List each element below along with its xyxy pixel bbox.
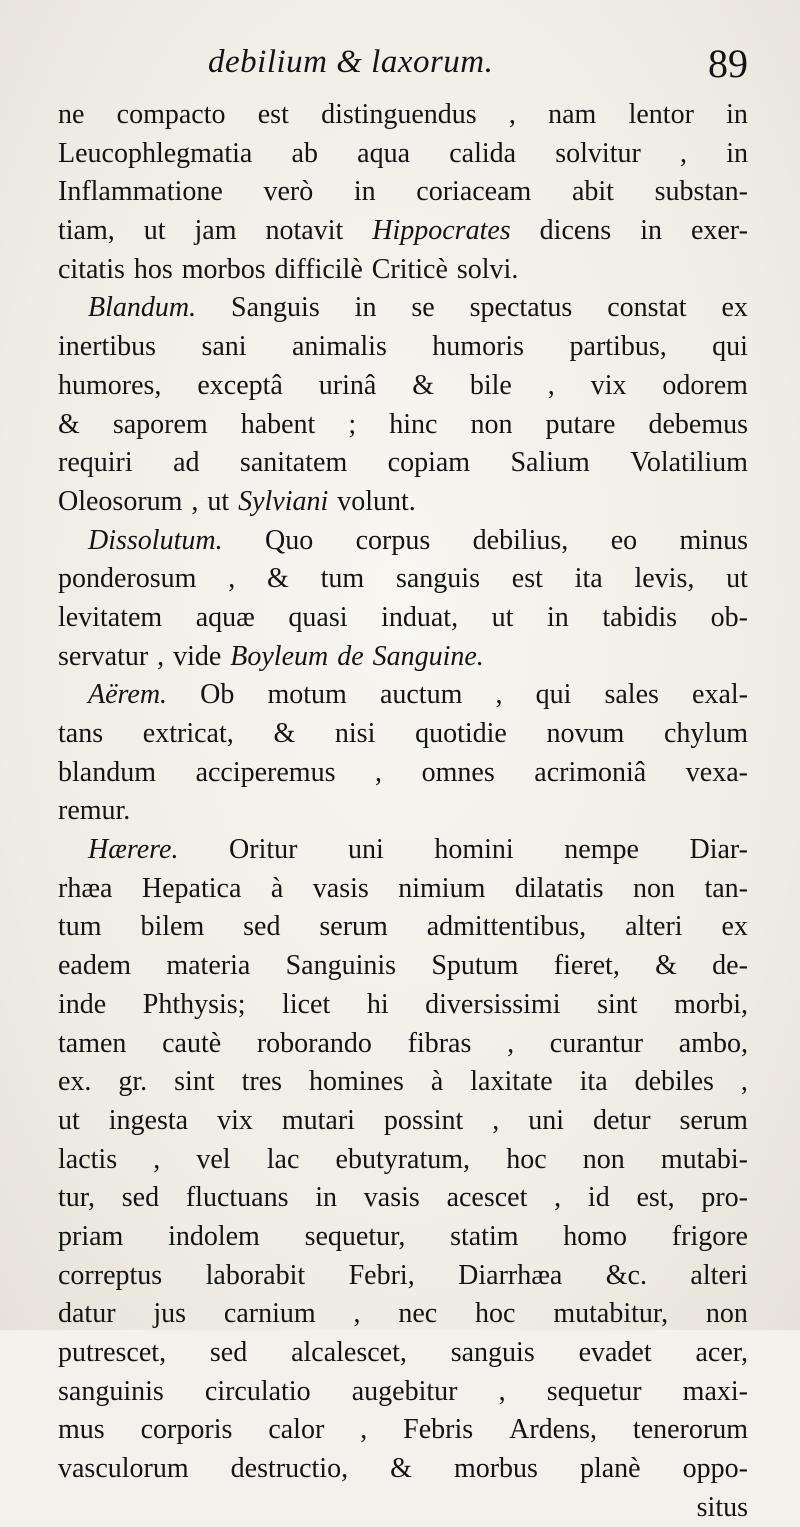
body-text: [58, 96, 748, 1527]
word: chylum: [663, 718, 748, 749]
word: ob-: [710, 601, 748, 633]
word: jam: [194, 215, 237, 247]
word: ,: [495, 679, 503, 711]
text-line: [58, 173, 748, 212]
word: ut: [58, 1104, 80, 1136]
word: curantur: [549, 1027, 644, 1059]
word: &c.: [605, 1259, 647, 1291]
text-line: [58, 96, 748, 135]
word: Sanguine.: [372, 640, 484, 672]
word: lac: [266, 1143, 300, 1175]
word: sani: [201, 331, 247, 363]
word: Ardens,: [509, 1414, 597, 1446]
word: hi: [366, 988, 389, 1020]
word: in: [640, 215, 662, 247]
word: tabidis: [602, 601, 678, 633]
word: morbi,: [674, 988, 748, 1020]
word: sint: [174, 1066, 215, 1098]
word: tiam,: [58, 215, 115, 247]
word: ex: [721, 292, 748, 324]
word: sed: [209, 1337, 248, 1368]
word: datur: [58, 1298, 116, 1330]
word: ,: [375, 756, 383, 788]
word: sanguinis: [58, 1375, 164, 1407]
word: diversissimi: [425, 988, 561, 1020]
word: tenerorum: [632, 1414, 748, 1446]
text-line: [58, 1025, 748, 1064]
word: Aërem.: [88, 679, 168, 711]
word: abit: [571, 176, 614, 208]
word: Diar-: [689, 834, 748, 866]
word: ;: [348, 408, 357, 440]
word: induat,: [381, 601, 459, 633]
word: compacto: [116, 99, 226, 130]
text-line: [58, 1450, 748, 1489]
text-line: [58, 715, 748, 754]
text-line: [58, 676, 748, 715]
word: morbus: [453, 1453, 538, 1485]
word: acciperemus: [195, 756, 336, 788]
word: in: [353, 176, 376, 208]
word: debilius,: [472, 524, 569, 556]
word: rhæa: [58, 872, 113, 904]
word: &: [655, 950, 677, 982]
word: vexa-: [685, 756, 748, 788]
word: levis,: [634, 563, 695, 595]
word: acer,: [695, 1337, 748, 1368]
word: priam: [58, 1220, 124, 1252]
word: alteri: [690, 1259, 748, 1291]
word: mutari: [281, 1104, 355, 1136]
word: sanitatem: [239, 447, 348, 479]
word: Volatilium: [630, 447, 748, 479]
word: in: [547, 601, 569, 633]
word: ne: [58, 99, 85, 130]
word: habent: [240, 408, 316, 440]
word: Sputum: [431, 950, 519, 982]
catchword-text: situs: [696, 1491, 748, 1523]
text-line: [58, 1334, 748, 1373]
word: calida: [449, 137, 517, 169]
word: minus: [679, 524, 748, 556]
word: acrimoniâ: [534, 756, 647, 788]
word: urinâ: [318, 369, 377, 401]
text-line: [58, 135, 748, 174]
word: oppo-: [682, 1453, 748, 1485]
word: ita: [574, 563, 603, 595]
word: ,: [507, 1027, 515, 1059]
word: licet: [282, 988, 331, 1020]
word: requiri: [58, 447, 133, 479]
word: est: [511, 563, 543, 595]
running-head: debilium & laxorum.: [208, 44, 494, 80]
word: distinguendus: [321, 99, 477, 130]
word: sequetur,: [304, 1220, 406, 1252]
text-line: [58, 212, 748, 251]
word: humoris: [432, 331, 525, 363]
word: non: [470, 408, 513, 440]
word: Inflammatione: [58, 176, 223, 208]
word: saporem: [112, 408, 208, 440]
text-line: [58, 1141, 748, 1180]
word: calor: [268, 1414, 325, 1446]
word: remur.: [58, 795, 131, 827]
page-header: [58, 40, 748, 90]
word: odorem: [662, 369, 748, 401]
word: non: [582, 1143, 625, 1175]
word: morbos: [181, 253, 266, 285]
word: nec: [398, 1298, 438, 1330]
text-line: [58, 560, 748, 599]
catchword: [58, 1489, 748, 1527]
word: Ob: [200, 679, 235, 711]
text-line: [58, 1295, 748, 1334]
word: hos: [133, 253, 173, 285]
word: ut: [143, 215, 166, 247]
word: aqua: [357, 137, 411, 169]
word: statim: [450, 1220, 519, 1252]
word: spectatus: [469, 292, 573, 324]
text-line: [58, 1218, 748, 1257]
text-line: [58, 367, 748, 406]
word: est: [257, 99, 289, 130]
word: tum: [320, 563, 365, 595]
word: quasi: [288, 601, 348, 633]
word: nisi: [334, 718, 376, 749]
word: tan-: [704, 872, 748, 904]
word: tres: [241, 1066, 283, 1098]
word: Febri,: [348, 1259, 415, 1291]
word: debemus: [648, 408, 748, 440]
word: fieret,: [553, 950, 620, 982]
word: aquæ: [195, 601, 255, 633]
word: non: [632, 872, 675, 904]
word: ,: [191, 485, 199, 517]
word: jus: [153, 1298, 187, 1330]
word: copiam: [387, 447, 471, 479]
word: destructio,: [230, 1453, 349, 1485]
word: humores,: [58, 369, 162, 401]
word: Hepatica: [141, 872, 242, 904]
word: uni: [348, 834, 384, 866]
word: Blandum.: [88, 292, 197, 324]
word: planè: [579, 1453, 641, 1485]
word: homines: [309, 1066, 404, 1098]
word: vix: [217, 1104, 253, 1136]
word: indolem: [168, 1220, 260, 1252]
text-line: [58, 638, 748, 677]
word: homini: [434, 834, 514, 866]
word: mus: [58, 1414, 105, 1446]
word: Oleosorum: [58, 485, 183, 517]
word: mutabi-: [660, 1143, 748, 1175]
word: ebutyratum,: [335, 1143, 471, 1175]
word: de: [337, 640, 364, 672]
word: ab: [291, 137, 318, 169]
word: &: [267, 563, 289, 595]
word: Diarrhæa: [458, 1259, 563, 1291]
word: augebitur: [351, 1375, 458, 1407]
word: nempe: [564, 834, 639, 866]
word: sanguis: [450, 1337, 535, 1368]
word: extricat,: [142, 718, 234, 749]
word: qui: [535, 679, 572, 711]
word: qui: [712, 331, 748, 363]
word: est,: [636, 1182, 675, 1214]
text-line: [58, 1063, 748, 1102]
word: in: [315, 1182, 338, 1214]
word: in: [354, 292, 377, 324]
word: animalis: [291, 331, 387, 363]
word: eo: [610, 524, 638, 556]
word: vix: [590, 369, 627, 401]
word: sint: [597, 988, 638, 1020]
word: fluctuans: [185, 1182, 289, 1214]
word: sanguis: [395, 563, 480, 595]
word: verò: [263, 176, 314, 208]
word: quotidie: [415, 718, 507, 749]
word: detur: [593, 1104, 651, 1136]
word: Sanguis: [231, 292, 320, 324]
word: Sylviani: [238, 485, 329, 517]
word: &: [273, 718, 296, 749]
word: Febris: [403, 1414, 474, 1446]
word: tur,: [58, 1182, 95, 1214]
word: bile: [469, 369, 512, 401]
word: sequetur: [546, 1375, 642, 1407]
word: omnes: [421, 756, 495, 788]
word: inertibus: [58, 331, 156, 363]
text-line: [58, 1257, 748, 1296]
word: fibras: [407, 1027, 472, 1059]
word: laborabit: [205, 1259, 306, 1291]
word: admittentibus,: [426, 911, 587, 943]
word: de-: [712, 950, 748, 982]
word: vel: [196, 1143, 231, 1175]
word: levitatem: [58, 601, 163, 633]
word: corpus: [355, 524, 431, 556]
word: Hærere.: [88, 834, 179, 866]
text-line: [58, 870, 748, 909]
word: materia: [166, 950, 251, 982]
word: ,: [353, 1298, 361, 1330]
word: laxitate: [470, 1066, 553, 1098]
word: se: [411, 292, 435, 324]
word: coriaceam: [416, 176, 532, 208]
text-line: [58, 1102, 748, 1141]
text-line: [58, 289, 748, 328]
text-line: [58, 792, 748, 831]
word: ex: [721, 911, 748, 943]
word: ,: [228, 563, 236, 595]
word: ut: [491, 601, 514, 633]
word: debiles: [634, 1066, 714, 1098]
word: solvi.: [456, 253, 519, 285]
word: sed: [121, 1182, 160, 1214]
word: dicens: [539, 215, 612, 247]
word: serum: [319, 911, 388, 943]
word: vasculorum: [58, 1453, 189, 1485]
word: lactis: [58, 1143, 118, 1175]
word: in: [726, 99, 748, 130]
word: blandum: [58, 756, 156, 788]
word: ,: [554, 1182, 562, 1214]
text-line: [58, 947, 748, 986]
word: vasis: [312, 872, 369, 904]
word: Oritur: [229, 834, 298, 866]
word: serum: [679, 1104, 748, 1136]
text-line: [58, 1411, 748, 1450]
word: substan-: [654, 176, 748, 208]
word: homo: [563, 1220, 628, 1252]
word: &: [390, 1453, 412, 1485]
word: ,: [492, 1104, 500, 1136]
word: solvitur: [555, 137, 641, 169]
word: corporis: [140, 1414, 233, 1446]
word: maxi-: [682, 1375, 748, 1407]
word: ,: [360, 1414, 368, 1446]
word: ambo,: [678, 1027, 748, 1059]
word: putare: [545, 408, 616, 440]
word: evadet: [578, 1337, 652, 1368]
word: Phthysis;: [142, 988, 246, 1020]
word: hinc: [389, 408, 438, 440]
word: Dissolutum.: [88, 524, 223, 556]
word: correptus: [58, 1259, 163, 1291]
word: vasis: [363, 1182, 420, 1214]
text-line: [58, 1373, 748, 1412]
word: Boyleum: [230, 640, 329, 672]
word: sales: [604, 679, 659, 711]
word: hoc: [506, 1143, 547, 1175]
word: ,: [153, 1143, 161, 1175]
word: acescet: [446, 1182, 528, 1214]
word: Salium: [510, 447, 590, 479]
word: pro-: [701, 1182, 748, 1214]
word: citatis: [58, 253, 125, 285]
word: servatur: [58, 640, 149, 672]
word: ex.: [58, 1066, 92, 1098]
word: auctum: [379, 679, 463, 711]
word: &: [412, 369, 434, 401]
word: eadem: [58, 950, 132, 982]
word: Quo: [264, 524, 314, 556]
word: novum: [546, 718, 625, 749]
word: hoc: [475, 1298, 516, 1330]
word: ,: [740, 1066, 748, 1098]
word: ,: [547, 369, 555, 401]
text-line: [58, 328, 748, 367]
word: tum: [58, 911, 102, 943]
text-line: [58, 754, 748, 793]
word: nam: [548, 99, 597, 130]
word: constat: [607, 292, 687, 324]
word: lentor: [628, 99, 694, 130]
text-line: [58, 908, 748, 947]
word: difficilè: [274, 253, 363, 285]
word: nimium: [398, 872, 486, 904]
word: ingesta: [108, 1104, 189, 1136]
word: à: [430, 1066, 444, 1098]
word: ut: [207, 485, 230, 517]
text-line: [58, 406, 748, 445]
text-line: [58, 444, 748, 483]
word: exal-: [692, 679, 748, 711]
text-line: [58, 599, 748, 638]
page-number: 89: [708, 41, 748, 86]
word: partibus,: [569, 331, 667, 363]
word: mutabitur,: [553, 1298, 669, 1330]
word: Leucophlegmatia: [58, 137, 253, 169]
word: motum: [267, 679, 347, 711]
word: carnium: [223, 1298, 316, 1330]
word: tamen: [58, 1027, 127, 1059]
word: sed: [243, 911, 281, 943]
word: roborando: [256, 1027, 372, 1059]
word: alteri: [625, 911, 683, 943]
word: ad: [173, 447, 200, 479]
word: uni: [528, 1104, 565, 1136]
text-line: [58, 251, 748, 290]
word: in: [726, 137, 748, 169]
word: Sanguinis: [285, 950, 397, 982]
word: dilatatis: [514, 872, 604, 904]
text-line: [58, 483, 748, 522]
text-line: [58, 1179, 748, 1218]
word: circulatio: [204, 1375, 311, 1407]
word: putrescet,: [58, 1337, 167, 1368]
text-line: [58, 522, 748, 561]
word: ut: [726, 563, 748, 595]
word: bilem: [140, 911, 205, 943]
word: vide: [173, 640, 222, 672]
word: alcalescet,: [291, 1337, 407, 1368]
word: frigore: [671, 1220, 748, 1252]
word: volunt.: [337, 485, 416, 517]
word: possint: [383, 1104, 464, 1136]
word: notavit: [265, 215, 344, 247]
word: à: [270, 872, 284, 904]
word: tans: [58, 718, 104, 749]
word: non: [705, 1298, 748, 1330]
text-line: [58, 831, 748, 870]
word: ,: [498, 1375, 506, 1407]
word: ,: [680, 137, 687, 169]
word: exer-: [690, 215, 748, 247]
word: cautè: [162, 1027, 222, 1059]
word: Criticè: [371, 253, 448, 285]
text-line: [58, 986, 748, 1025]
word: ponderosum: [58, 563, 197, 595]
word: Hippocrates: [372, 215, 511, 247]
word: inde: [58, 988, 107, 1020]
word: gr.: [118, 1066, 148, 1098]
word: &: [58, 408, 80, 440]
word: exceptâ: [197, 369, 283, 401]
word: ,: [508, 99, 516, 130]
word: ,: [157, 640, 165, 672]
word: ita: [579, 1066, 608, 1098]
word: id: [587, 1182, 610, 1214]
